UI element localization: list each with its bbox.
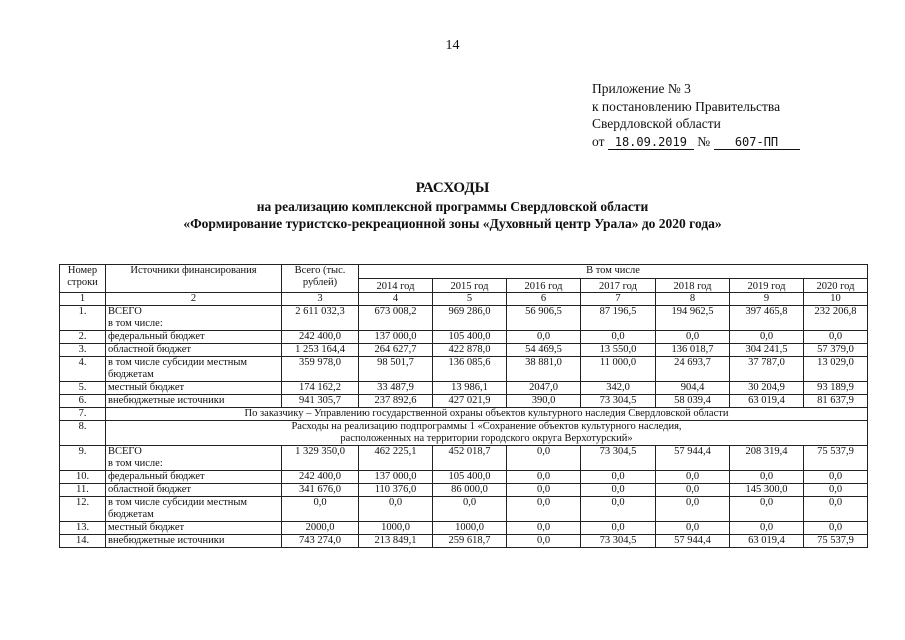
source-label: местный бюджет bbox=[108, 522, 185, 533]
year-value: 0,0 bbox=[581, 484, 656, 497]
row-number: 4. bbox=[60, 357, 106, 382]
row-number: 1. bbox=[60, 306, 106, 331]
year-value: 232 206,8 bbox=[804, 306, 868, 331]
year-value: 86 000,0 bbox=[433, 484, 507, 497]
column-number: 10 bbox=[804, 293, 868, 306]
year-value: 0,0 bbox=[433, 497, 507, 522]
year-value: 1000,0 bbox=[433, 522, 507, 535]
header-year: 2015 год bbox=[433, 279, 507, 293]
year-value: 24 693,7 bbox=[656, 357, 730, 382]
year-value: 0,0 bbox=[581, 497, 656, 522]
table-row bbox=[60, 446, 868, 471]
year-value: 54 469,5 bbox=[507, 344, 581, 357]
header-source: Источники финансирования bbox=[106, 265, 282, 293]
header-year: 2017 год bbox=[581, 279, 656, 293]
year-value: 0,0 bbox=[581, 471, 656, 484]
header-row bbox=[60, 265, 868, 279]
source-label: местный бюджет bbox=[108, 382, 185, 393]
year-value: 0,0 bbox=[656, 484, 730, 497]
document-title: РАСХОДЫ bbox=[415, 180, 490, 196]
year-value: 110 376,0 bbox=[359, 484, 433, 497]
source-name bbox=[106, 471, 282, 484]
year-value: 259 618,7 bbox=[433, 535, 507, 548]
table-row bbox=[60, 421, 868, 446]
table-row bbox=[60, 331, 868, 344]
expenses-table bbox=[59, 264, 868, 548]
year-value: 397 465,8 bbox=[730, 306, 804, 331]
year-value: 38 881,0 bbox=[507, 357, 581, 382]
decree-number: 607-ПП bbox=[714, 135, 800, 150]
table-row bbox=[60, 382, 868, 395]
total-value: 0,0 bbox=[282, 497, 359, 522]
year-value: 13 029,0 bbox=[804, 357, 868, 382]
source-label: внебюджетные источники bbox=[108, 395, 225, 406]
source-label: федеральный бюджет bbox=[108, 331, 205, 342]
appendix-line-2: к постановлению Правительства bbox=[592, 98, 781, 114]
column-number: 2 bbox=[106, 293, 282, 306]
year-value: 208 319,4 bbox=[730, 446, 804, 471]
year-value: 0,0 bbox=[507, 497, 581, 522]
source-name bbox=[106, 497, 282, 522]
year-value: 75 537,9 bbox=[804, 446, 868, 471]
total-value: 743 274,0 bbox=[282, 535, 359, 548]
table-row bbox=[60, 497, 868, 522]
year-value: 57 944,4 bbox=[656, 446, 730, 471]
year-value: 304 241,5 bbox=[730, 344, 804, 357]
section-title: По заказчику – Управлению государственной охраны объектов культурного наследия Свердловской области bbox=[244, 408, 729, 419]
table-row bbox=[60, 306, 868, 331]
column-number: 3 bbox=[282, 293, 359, 306]
year-value: 0,0 bbox=[804, 497, 868, 522]
year-value: 1000,0 bbox=[359, 522, 433, 535]
column-number: 4 bbox=[359, 293, 433, 306]
year-value: 105 400,0 bbox=[433, 331, 507, 344]
total-value: 359 978,0 bbox=[282, 357, 359, 382]
header-year: 2016 год bbox=[507, 279, 581, 293]
row-number: 11. bbox=[60, 484, 106, 497]
year-value: 452 018,7 bbox=[433, 446, 507, 471]
column-number: 1 bbox=[60, 293, 106, 306]
year-value: 93 189,9 bbox=[804, 382, 868, 395]
year-value: 0,0 bbox=[730, 331, 804, 344]
row-number: 8. bbox=[60, 421, 106, 446]
year-value: 58 039,4 bbox=[656, 395, 730, 408]
source-label: областной бюджет bbox=[108, 484, 191, 495]
header-total: Всего (тыс. рублей) bbox=[282, 265, 359, 293]
year-value: 0,0 bbox=[581, 522, 656, 535]
year-value: 63 019,4 bbox=[730, 395, 804, 408]
year-value: 81 637,9 bbox=[804, 395, 868, 408]
source-label: ВСЕГО bbox=[108, 446, 142, 457]
appendix-date-line bbox=[592, 133, 800, 151]
year-value: 0,0 bbox=[656, 471, 730, 484]
year-value: 0,0 bbox=[507, 471, 581, 484]
year-value: 13 550,0 bbox=[581, 344, 656, 357]
source-name bbox=[106, 446, 282, 471]
total-value: 174 162,2 bbox=[282, 382, 359, 395]
year-value: 2047,0 bbox=[507, 382, 581, 395]
table-row bbox=[60, 357, 868, 382]
source-sublabel: в том числе: bbox=[108, 457, 163, 469]
appendix-line-1: Приложение № 3 bbox=[592, 81, 691, 96]
total-value: 341 676,0 bbox=[282, 484, 359, 497]
row-number: 7. bbox=[60, 408, 106, 421]
total-value: 2000,0 bbox=[282, 522, 359, 535]
source-label: ВСЕГО bbox=[108, 306, 142, 317]
row-number: 3. bbox=[60, 344, 106, 357]
column-number: 6 bbox=[507, 293, 581, 306]
source-label: в том числе субсидии местным бюджетам bbox=[108, 357, 248, 380]
header-including: В том числе bbox=[359, 265, 868, 279]
year-value: 145 300,0 bbox=[730, 484, 804, 497]
year-value: 0,0 bbox=[507, 522, 581, 535]
table-row bbox=[60, 471, 868, 484]
year-value: 0,0 bbox=[507, 484, 581, 497]
year-value: 13 986,1 bbox=[433, 382, 507, 395]
year-value: 0,0 bbox=[507, 446, 581, 471]
table-row bbox=[60, 344, 868, 357]
table-row bbox=[60, 484, 868, 497]
total-value: 242 400,0 bbox=[282, 471, 359, 484]
year-value: 427 021,9 bbox=[433, 395, 507, 408]
section-header bbox=[106, 408, 868, 421]
year-value: 0,0 bbox=[804, 331, 868, 344]
year-value: 57 379,0 bbox=[804, 344, 868, 357]
year-value: 75 537,9 bbox=[804, 535, 868, 548]
row-number: 12. bbox=[60, 497, 106, 522]
source-sublabel: в том числе: bbox=[108, 317, 163, 329]
year-value: 0,0 bbox=[730, 522, 804, 535]
year-value: 30 204,9 bbox=[730, 382, 804, 395]
table-row bbox=[60, 522, 868, 535]
year-value: 37 787,0 bbox=[730, 357, 804, 382]
year-value: 105 400,0 bbox=[433, 471, 507, 484]
header-year: 2018 год bbox=[656, 279, 730, 293]
year-value: 137 000,0 bbox=[359, 331, 433, 344]
year-value: 0,0 bbox=[730, 471, 804, 484]
source-name bbox=[106, 522, 282, 535]
year-value: 969 286,0 bbox=[433, 306, 507, 331]
number-prefix: № bbox=[697, 133, 711, 149]
year-value: 0,0 bbox=[804, 471, 868, 484]
page-number: 14 bbox=[445, 38, 460, 53]
year-value: 0,0 bbox=[507, 535, 581, 548]
year-value: 390,0 bbox=[507, 395, 581, 408]
row-number: 10. bbox=[60, 471, 106, 484]
row-number: 9. bbox=[60, 446, 106, 471]
year-value: 137 000,0 bbox=[359, 471, 433, 484]
year-value: 0,0 bbox=[507, 331, 581, 344]
header-year: 2019 год bbox=[730, 279, 804, 293]
row-number: 2. bbox=[60, 331, 106, 344]
section-title: Расходы на реализацию подпрограммы 1 «Сохранение объектов культурного наследия, bbox=[291, 421, 682, 432]
year-value: 673 008,2 bbox=[359, 306, 433, 331]
source-label: федеральный бюджет bbox=[108, 471, 205, 482]
year-value: 264 627,7 bbox=[359, 344, 433, 357]
year-value: 462 225,1 bbox=[359, 446, 433, 471]
source-label: в том числе субсидии местным бюджетам bbox=[108, 497, 248, 520]
year-value: 73 304,5 bbox=[581, 535, 656, 548]
year-value: 11 000,0 bbox=[581, 357, 656, 382]
document-subtitle-2: «Формирование туристско-рекреационной зоны «Духовный центр Урала» до 2020 года» bbox=[183, 216, 722, 231]
row-number: 6. bbox=[60, 395, 106, 408]
decree-date: 18.09.2019 bbox=[608, 135, 694, 150]
year-value: 136 018,7 bbox=[656, 344, 730, 357]
source-name bbox=[106, 382, 282, 395]
year-value: 342,0 bbox=[581, 382, 656, 395]
table-row bbox=[60, 535, 868, 548]
appendix-block bbox=[592, 80, 800, 150]
row-number: 13. bbox=[60, 522, 106, 535]
year-value: 0,0 bbox=[656, 522, 730, 535]
source-name bbox=[106, 331, 282, 344]
total-value: 1 329 350,0 bbox=[282, 446, 359, 471]
header-year: 2020 год bbox=[804, 279, 868, 293]
year-value: 0,0 bbox=[656, 497, 730, 522]
appendix-line-3: Свердловской области bbox=[592, 116, 721, 131]
date-prefix: от bbox=[592, 133, 605, 149]
source-name bbox=[106, 535, 282, 548]
table-row bbox=[60, 395, 868, 408]
year-value: 57 944,4 bbox=[656, 535, 730, 548]
year-value: 0,0 bbox=[804, 522, 868, 535]
year-value: 194 962,5 bbox=[656, 306, 730, 331]
row-number: 5. bbox=[60, 382, 106, 395]
column-number: 9 bbox=[730, 293, 804, 306]
source-name bbox=[106, 344, 282, 357]
document-subtitle-1: на реализацию комплексной программы Свердловской области bbox=[256, 199, 649, 214]
year-value: 73 304,5 bbox=[581, 395, 656, 408]
year-value: 422 878,0 bbox=[433, 344, 507, 357]
source-name bbox=[106, 306, 282, 331]
year-value: 73 304,5 bbox=[581, 446, 656, 471]
year-value: 33 487,9 bbox=[359, 382, 433, 395]
source-name bbox=[106, 395, 282, 408]
section-header bbox=[106, 421, 868, 446]
total-value: 242 400,0 bbox=[282, 331, 359, 344]
row-number: 14. bbox=[60, 535, 106, 548]
total-value: 2 611 032,3 bbox=[282, 306, 359, 331]
table-row bbox=[60, 408, 868, 421]
year-value: 213 849,1 bbox=[359, 535, 433, 548]
year-value: 87 196,5 bbox=[581, 306, 656, 331]
header-year: 2014 год bbox=[359, 279, 433, 293]
source-label: внебюджетные источники bbox=[108, 535, 225, 546]
year-value: 0,0 bbox=[730, 497, 804, 522]
year-value: 0,0 bbox=[804, 484, 868, 497]
year-value: 904,4 bbox=[656, 382, 730, 395]
year-value: 56 906,5 bbox=[507, 306, 581, 331]
year-value: 0,0 bbox=[581, 331, 656, 344]
section-title-continued: расположенных на территории городского округа Верхотурский» bbox=[340, 432, 633, 444]
column-number: 8 bbox=[656, 293, 730, 306]
year-value: 63 019,4 bbox=[730, 535, 804, 548]
column-numbers-row bbox=[60, 293, 868, 306]
year-value: 237 892,6 bbox=[359, 395, 433, 408]
column-number: 7 bbox=[581, 293, 656, 306]
source-name bbox=[106, 357, 282, 382]
column-number: 5 bbox=[433, 293, 507, 306]
year-value: 136 085,6 bbox=[433, 357, 507, 382]
source-name bbox=[106, 484, 282, 497]
year-value: 98 501,7 bbox=[359, 357, 433, 382]
total-value: 1 253 164,4 bbox=[282, 344, 359, 357]
total-value: 941 305,7 bbox=[282, 395, 359, 408]
source-label: областной бюджет bbox=[108, 344, 191, 355]
header-row-number: Номер строки bbox=[60, 265, 106, 293]
year-value: 0,0 bbox=[359, 497, 433, 522]
year-value: 0,0 bbox=[656, 331, 730, 344]
